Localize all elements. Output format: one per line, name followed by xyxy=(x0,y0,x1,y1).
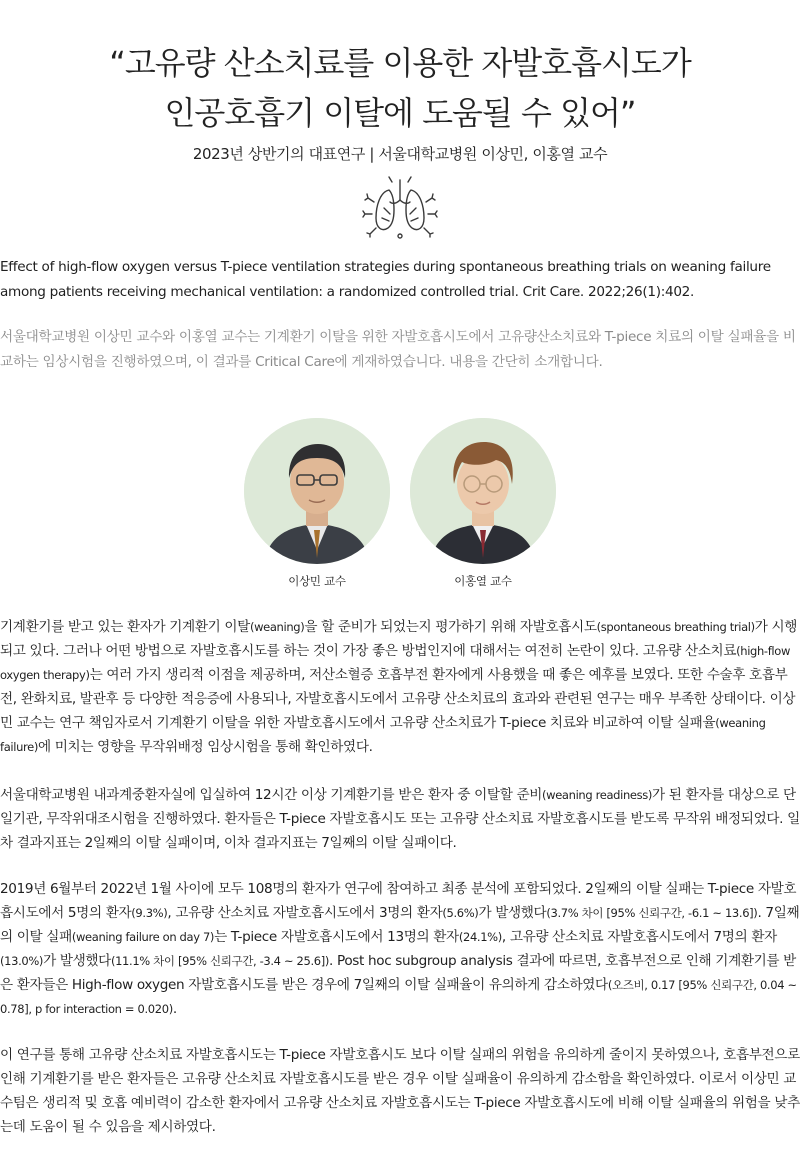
body-paragraph-1: 기계환기를 받고 있는 환자가 기계환기 이탈(weaning)을 할 준비가 되었는지 평가하기 위해 자발호흡시도(spontaneous breathing trial)가 시행되고 있다. 그러나 어떤 방법으로 자발호흡시도를 하는 것이 가장 좋은 방법인지에 대해서는 여전히 논란이 있다. 고유량 산소치료(high-flow oxygen therapy)는 여러 가지 생리적 이점을 제공하며, 저산소혈증 호흡부전 환자에게 사용했을 때 좋은 예후를 보였다. 또한 수술후 호흡부전, 완화치료, 발관후 등 다양한 적응증에 사용되나, 자발호흡시도에서 고유량 산소치료의 효과와 관련된 연구는 매우 부족한 상태이다. 이상민 교수는 연구 책임자로서 기계환기 이탈을 위한 자발호흡시도에서 고유량 산소치료가 T-piece 치료와 비교하여 이탈 실패율(weaning failure)에 미치는 영향을 무작위배정 임상시험을 통해 확인하였다. xyxy=(0,619,798,755)
portrait-lee-sangmin xyxy=(244,418,390,564)
body-paragraph-3: 2019년 6월부터 2022년 1월 사이에 모두 108명의 환자가 연구에 참여하고 최종 분석에 포함되었다. 2일째의 이탈 실패는 T-piece 자발호흡시도에서 5명의 환자(9.3%), 고유량 산소치료 자발호흡시도에서 3명의 환자(5.6%)가 발생했다(3.7% 차이 [95% 신뢰구간, -6.1 ~ 13.6]). 7일째의 이탈 실패(weaning failure on day 7)는 T-piece 자발호흡시도에서 13명의 환자(24.1%), 고유량 산소치료 자발호흡시도에서 7명의 환자(13.0%)가 발생했다(11.1% 차이 [95% 신뢰구간, -3.4 ~ 25.6]). Post hoc subgroup analysis 결과에 따르면, 호흡부전으로 인해 기계환기를 받은 환자들은 High-flow oxygen 자발호흡시도를 받은 경우에 7일째의 이탈 실패율이 유의하게 감소하였다(오즈비, 0.17 [95% 신뢰구간, 0.04 ~ 0.78], p for interaction = 0.020). xyxy=(0,881,800,1017)
article-subtitle: 2023년 상반기의 대표연구 | 서울대학교병원 이상민, 이홍열 교수 xyxy=(192,145,608,163)
portrait-caption-1: 이상민 교수 xyxy=(288,574,346,588)
lungs-icon xyxy=(362,174,438,242)
title-line-2: 인공호흡기 이탈에 도움될 수 있어” xyxy=(164,94,636,132)
title-line-1: “고유량 산소치료를 이용한 자발호흡시도가 xyxy=(109,44,691,82)
body-paragraph-4: 이 연구를 통해 고유량 산소치료 자발호흡시도는 T-piece 자발호흡시도 보다 이탈 실패의 위험을 유의하게 줄이지 못하였으나, 호흡부전으로 인해 기계환기를 받은 환자들은 고유량 산소치료 자발호흡시도를 받은 경우 이탈 실패율이 유의하게 감소함을 확인하였다. 이로서 이상민 교수팀은 생리적 및 호흡 예비력이 감소한 환자에서 고유량 산소치료 자발호흡시도는 T-piece 자발호흡시도에 비해 이탈 실패율의 위험을 낮추는데 도움이 될 수 있음을 제시하였다. xyxy=(0,1047,800,1135)
portrait-lee-hongyul xyxy=(410,418,556,564)
intro-text: 서울대학교병원 이상민 교수와 이홍열 교수는 기계환기 이탈을 위한 자발호흡시도에서 고유량산소치료와 T-piece 치료의 이탈 실패율을 비교하는 임상시험을 진행하였으며, 이 결과를 Critical Care에 게재하였습니다. 내용을 간단히 소개합니다. xyxy=(0,329,796,370)
body-paragraph-2: 서울대학교병원 내과계중환자실에 입실하여 12시간 이상 기계환기를 받은 환자 중 이탈할 준비(weaning readiness)가 된 환자를 대상으로 단일기관, 무작위대조시험을 진행하였다. 환자들은 T-piece 자발호흡시도 또는 고유량 산소치료 자발호흡시도를 받도록 무작위 배정되었다. 일차 결과지표는 2일째의 이탈 실패이며, 이차 결과지표는 7일째의 이탈 실패이다. xyxy=(0,787,800,851)
article-title xyxy=(0,38,800,138)
portrait-caption-2: 이홍열 교수 xyxy=(454,574,512,588)
citation-text: Effect of high-flow oxygen versus T-piece ventilation strategies during spontaneous breathing trials on weaning failure among patients receiving mechanical ventilation: a randomized controlled trial. Crit Care. 2022;26(1):402. xyxy=(0,259,771,300)
